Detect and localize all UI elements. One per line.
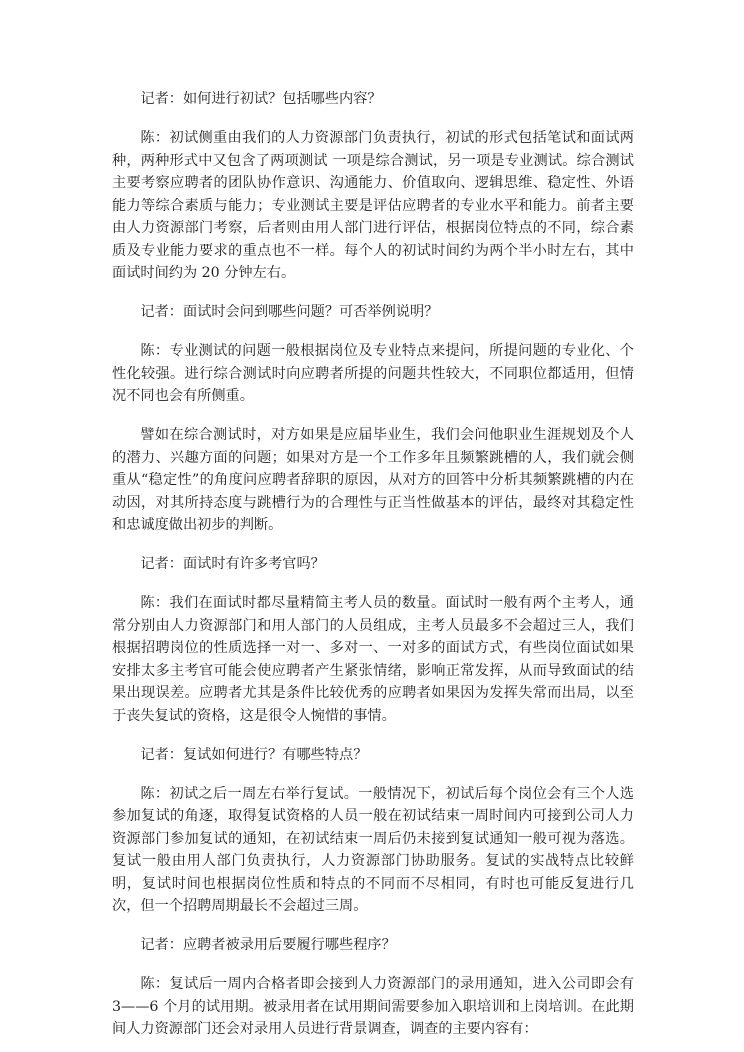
- interview-question: 记者：面试时有许多考官吗？: [140, 556, 325, 572]
- interview-answer: 陈：我们在面试时都尽量精简主考人员的数量。面试时一般有两个主考人，通常分别由人力资源部门和用人部门的人员组成，主考人员最多不会超过三人，我们根据招聘岗位的性质选择一对一、多对一、一对多的面试方式，有些岗位面试如果安排太多主考官可能会使应聘者产生紧张情绪，影响正常发挥，从而导致面试的结果出现误差。应聘者尤其是条件比较优秀的应聘者如果因为发挥失常而出局，以至于丧失复试的资格，这是很令人惋惜的事情。: [112, 595, 634, 724]
- interview-answer: 陈：专业测试的问题一般根据岗位及专业特点来提问，所提问题的专业化、个性化较强。进行综合测试时向应聘者所提的问题共性较大，不同职位都适用，但情况不同也会有所侧重。: [112, 343, 634, 404]
- interview-question: 记者：应聘者被录用后要履行哪些程序？: [140, 937, 396, 953]
- paragraph-gap: [112, 537, 634, 554]
- paragraph-gap: [112, 727, 634, 744]
- paragraph-gap: [112, 957, 634, 974]
- interview-question: 记者：如何进行初试？包括哪些内容？: [140, 91, 382, 107]
- paragraph-gap: [112, 111, 634, 128]
- paragraph-gap: [112, 918, 634, 935]
- paragraph-gap: [112, 324, 634, 341]
- paragraph-gap: [112, 576, 634, 593]
- interview-answer: 譬如在综合测试时，对方如果是应届毕业生，我们会问他职业生涯规划及个人的潜力、兴趣方面的问题；如果对方是一个工作多年且频繁跳槽的人，我们就会侧重从“稳定性”的角度问应聘者辞职的原因，从对方的回答中分析其频繁跳槽的内在动因，对其所持态度与跳槽行为的合理性与正当性做基本的评估，最终对其稳定性和忠诚度做出初步的判断。: [112, 427, 634, 533]
- interview-question: 记者：复试如何进行？有哪些特点？: [140, 746, 368, 763]
- interview-answer: 陈：复试后一周内合格者即会接到人力资源部门的录用通知，进入公司即会有 3——6 个月的试用期。被录用者在试用期间需要参加入职培训和上岗培训。在此期间人力资源部门还会对录用人员进行背景调查，调查的主要内容有：: [112, 976, 634, 1037]
- interview-answer: 陈：初试之后一周左右举行复试。一般情况下，初试后每个岗位会有三个人选参加复试的角逐，取得复试资格的人员一般在初试结束一周时间内可接到公司人力资源部门参加复试的通知，在初试结束一周后仍未接到复试通知一般可视为落选。复试一般由用人部门负责执行，人力资源部门协助服务。复试的实战特点比较鲜明，复试时间也根据岗位性质和特点的不同而不尽相同，有时也可能反复进行几次，但一个招聘周期最长不会超过三周。: [112, 785, 634, 914]
- paragraph-gap: [112, 766, 634, 783]
- paragraph-gap: [112, 408, 634, 425]
- interview-answer: 陈：初试侧重由我们的人力资源部门负责执行，初试的形式包括笔试和面试两种，两种形式中又包含了两项测试 一项是综合测试，另一项是专业测试。综合测试主要考察应聘者的团队协作意识、沟通能力、价值取向、逻辑思维、稳定性、外语能力等综合素质与能力；专业测试主要是评估应聘者的专业水平和能力。前者主要由人力资源部门考察，后者则由用人部门进行评估，根据岗位特点的不同，综合素质及专业能力要求的重点也不一样。每个人的初试时间约为两个半小时左右，其中面试时间约为 20 分钟左右。: [112, 130, 634, 281]
- document-body: [112, 88, 634, 1041]
- interview-question: 记者：面试时会问到哪些问题？可否举例说明？: [140, 304, 439, 320]
- paragraph-gap: [112, 285, 634, 302]
